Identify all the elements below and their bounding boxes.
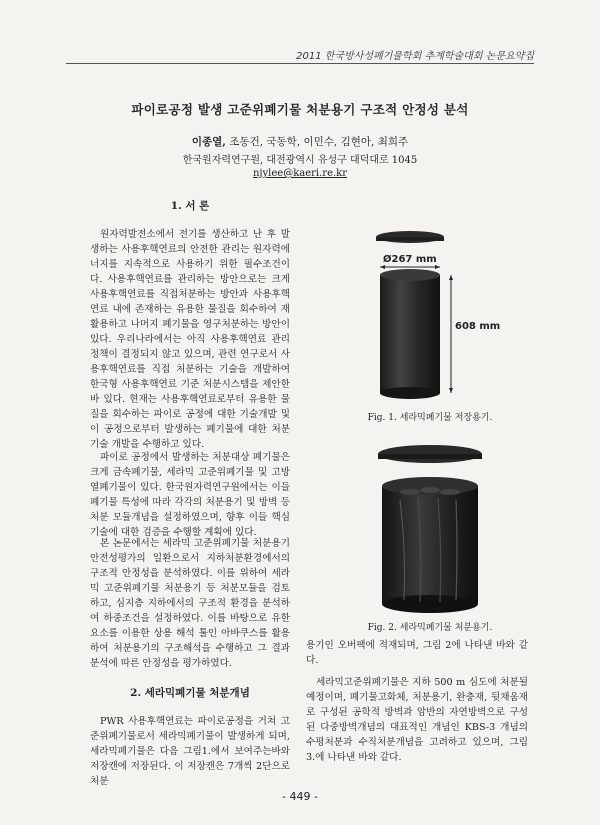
co-authors: 조동건, 국동학, 이민수, 김현아, 최희주 <box>225 136 409 148</box>
height-label: 608 mm <box>455 321 501 332</box>
section-2-paragraph-1: PWR 사용후핵연료는 파이로공정을 거쳐 고준위폐기물로서 세라믹폐기물이 발생하게 되며, 세라믹폐기물은 다음 그림1.에서 보여주는바와 저장캔에 저장된다. 이 저장캔은 7개씩 2단으로 처분 <box>90 716 290 787</box>
author-line <box>0 134 600 149</box>
figure-2-caption: Fig. 2. 세라믹폐기물 처분용기. <box>367 623 493 633</box>
figure-2-disposal-container <box>360 440 500 615</box>
container-body <box>382 486 478 604</box>
right-column-paragraph-1: 용기인 오버팩에 적재되며, 그림 2에 나타낸 바와 같다. <box>306 640 528 666</box>
figure-1-storage-canister <box>355 225 505 405</box>
affiliation: 한국원자력연구원, 대전광역시 유성구 대덕대로 1045 <box>182 155 418 166</box>
author-email: njylee@kaeri.re.kr <box>252 168 348 179</box>
section-1-paragraph-1: 원자력발전소에서 전기를 생산하고 난 후 발생하는 사용후핵연료의 안전한 관리는 원자력에너지를 지속적으로 사용하기 위한 필수조건이다. 사용후핵연료를 관리하는 방안으로는 크게 사용후핵연료를 직접처분하는 방안과 사용후핵연료 내에 존재하는 유용한 물질을 회수하여 재활용하고 나머지 폐기물을 영구처분하는 방안이 있다. 우리나라에서는 아직 사용후핵연료 관리정책이 결정되지 않고 있으며, 관련 연구로서 사용후핵연료를 직접 처분하는 기술을 개발하여 한국형 사용후핵연료 기준 처분시스템을 제안한 바 있다. 현재는 사용후핵연료로부터 유용한 물질을 회수하는 파이로 공정에 대한 기술개발 및 이 공정으로부터 발생하는 폐기물에 대한 처분기술 개발을 수행하고 있다. <box>90 229 290 450</box>
page-number: - 449 - <box>282 790 318 803</box>
paper-title: 파이로공정 발생 고준위폐기물 처분용기 구조적 안정성 분석 <box>131 102 469 117</box>
canister-body <box>380 275 440 393</box>
right-column-paragraph-2: 세라믹고준위폐기물은 지하 500 m 심도에 처분될 예정이며, 폐기물고화체, 처분용기, 완충재, 뒷채움재로 구성된 공학적 방벽과 암반의 자연방벽으로 구성된 다중방벽개념의 대표적인 개념인 KBS-3 개념의 수평처분과 수직처분개념을 고려하고 있으며, 그림 3.에 나타낸 바와 같다. <box>306 677 528 763</box>
diameter-label: Ø267 mm <box>383 254 437 265</box>
section-1-heading: 1. 서 론 <box>170 200 210 212</box>
section-2-heading: 2. 세라믹폐기물 처분개념 <box>130 687 250 699</box>
conference-header: 2011 한국방사성폐기물학회 추계학술대회 논문요약집 <box>296 51 534 62</box>
section-1-paragraph-3: 본 논문에서는 세라믹 고준위폐기물 처분용기 안전성평가의 일환으로서 지하처분환경에서의 구조적 안정성을 분석하였다. 이를 위하여 세라믹 고준위폐기물 처분용기 등 처분모듈을 검토하고, 심지층 지하에서의 구조적 환경을 분석하여 하중조건을 설정하였다. 이를 바탕으로 유한요소를 이용한 상용 해석 툴인 아바쿠스를 활용하여 처분용기의 구조해석을 수행하고 그 결과 분석에 따른 안정성을 평가하였다. <box>90 538 290 669</box>
lead-author: 이종열, <box>191 136 226 148</box>
section-1-paragraph-2: 파이로 공정에서 발생하는 처분대상 폐기물은 크게 금속폐기물, 세라믹 고준위폐기물 및 고방열폐기물이 있다. 한국원자력연구원에서는 이들 폐기물 특성에 따라 각각의 처분용기 및 방벽 등 처분 모듈개념을 설정하였으며, 향후 이들 핵심기술에 대한 검증을 수행할 계획에 있다. <box>90 452 290 538</box>
header-rule <box>66 63 534 64</box>
figure-1-caption: Fig. 1. 세라믹폐기물 저장용기. <box>367 413 493 423</box>
